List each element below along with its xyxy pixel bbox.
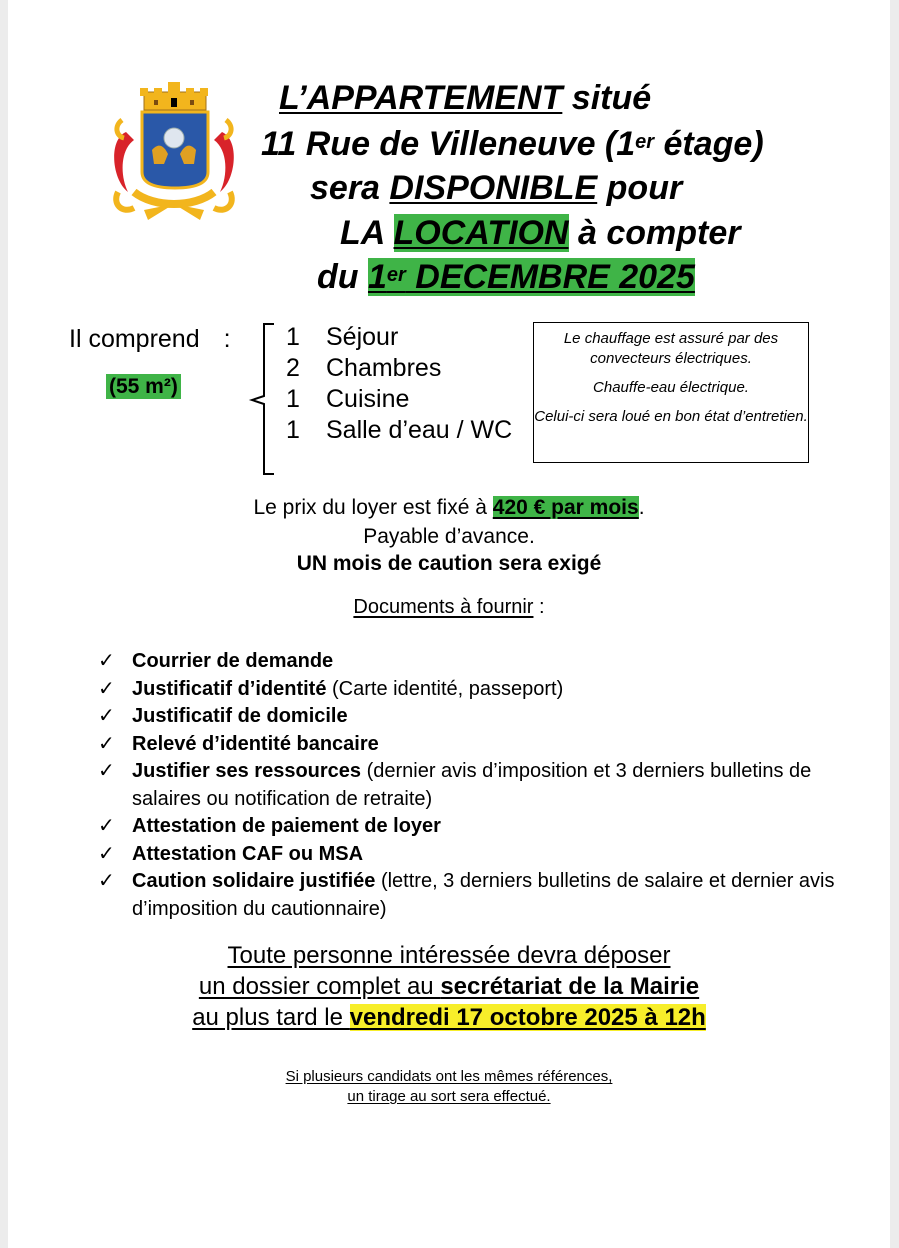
shield-icon xyxy=(142,112,208,188)
water-heater-note: Chauffe-eau électrique. xyxy=(593,379,749,396)
list-item: ✓ Attestation CAF ou MSA xyxy=(98,841,858,869)
heading-location-highlight: LOCATION xyxy=(393,214,569,252)
checkmark-icon: ✓ xyxy=(98,842,115,865)
rent-line: Le prix du loyer est fixé à 420 € par mois. xyxy=(253,496,645,519)
rooms-list xyxy=(286,322,512,446)
room-item: 1 Cuisine xyxy=(286,385,410,413)
payment-note: Payable d’avance. xyxy=(363,525,535,548)
documents-list xyxy=(98,648,858,923)
checkmark-icon: ✓ xyxy=(98,760,115,782)
coat-of-arms-emblem xyxy=(104,80,244,228)
footer-note: Si plusieurs candidats ont les mêmes références, un tirage au sort sera effectué. xyxy=(285,1068,613,1105)
deposit-notice: Toute personne intéressée devra déposer un dossier complet au secrétariat de la Mairie au plus tard le vendredi 17 octobre 2025 à 12h xyxy=(192,942,706,1031)
heading-line-3: sera DISPONIBLE pour xyxy=(310,169,683,207)
heading-disponible: DISPONIBLE xyxy=(389,169,598,207)
checkmark-icon: ✓ xyxy=(98,732,115,755)
checkmark-icon: ✓ xyxy=(98,815,115,837)
rent-amount: 420 € par mois xyxy=(492,496,639,519)
condition-note: Celui-ci sera loué en bon état d’entretien. xyxy=(534,408,808,425)
surface-badge: (55 m²) xyxy=(103,374,184,400)
room-item: 1 Séjour xyxy=(286,323,399,351)
checkmark-icon: ✓ xyxy=(98,705,115,727)
checkmark-icon: ✓ xyxy=(98,650,115,672)
room-item: 1 Salle d’eau / WC xyxy=(286,416,513,444)
deposit-note: UN mois de caution sera exigé xyxy=(296,552,602,575)
info-box xyxy=(533,322,809,463)
heading-appartement: L’APPARTEMENT xyxy=(279,79,563,117)
heading-date-highlight: 1er DECEMBRE 2025 xyxy=(367,258,695,296)
checkmark-icon: ✓ xyxy=(98,677,115,700)
heading-line-1: L’APPARTEMENT situé xyxy=(279,79,652,117)
documents-title: Documents à fournir : xyxy=(353,596,545,618)
list-item: ✓ Attestation de paiement de loyer xyxy=(98,813,858,841)
list-item: ✓ Relevé d’identité bancaire xyxy=(98,731,858,759)
heating-note: Le chauffage est assuré par des convecteurs électriques. xyxy=(563,330,779,367)
heading-line-5: du 1er DECEMBRE 2025 xyxy=(317,258,695,296)
heading-line-4: LA LOCATION à compter xyxy=(340,214,741,252)
list-item: ✓ Justifier ses ressources (dernier avis d’imposition et 3 derniers bulletins de salaires ou notification de retraite) xyxy=(98,760,812,810)
rooms-bracket xyxy=(242,322,276,476)
list-item: ✓ Caution solidaire justifiée (lettre, 3 derniers bulletins de salaire et dernier avis d’imposition du cautionnaire) xyxy=(98,870,835,920)
list-item: ✓ Justificatif d’identité (Carte identité, passeport) xyxy=(98,676,858,704)
composition-label: Il comprend : xyxy=(69,325,231,353)
document-page xyxy=(8,0,890,1248)
list-item: ✓ Courrier de demande xyxy=(98,648,858,676)
list-item: ✓ Justificatif de domicile xyxy=(98,703,858,731)
room-item: 2 Chambres xyxy=(286,354,442,382)
crown-icon xyxy=(140,82,208,110)
deadline-highlight: vendredi 17 octobre 2025 à 12h xyxy=(349,1004,706,1031)
checkmark-icon: ✓ xyxy=(98,870,115,892)
heading-line-2: 11 Rue de Villeneuve (1er étage) xyxy=(261,125,764,163)
